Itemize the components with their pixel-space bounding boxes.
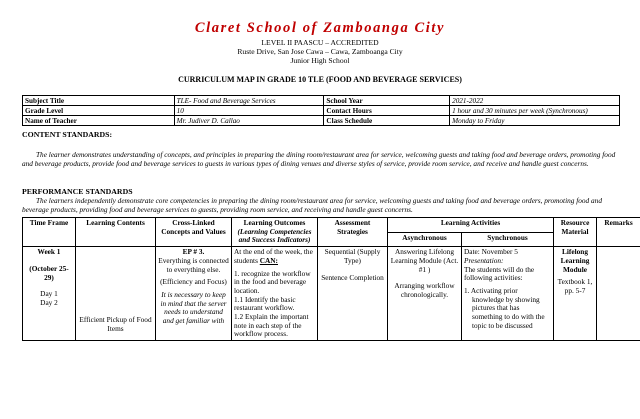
learning-content-cell (76, 247, 156, 341)
outcome-1: 1. recognize the workflow in the food and beverage location. (234, 268, 311, 295)
subject-title-label: Subject Title (23, 96, 175, 106)
department-name: Junior High School (290, 56, 350, 65)
sync-intro: The students will do the following activities: (464, 264, 535, 283)
class-schedule-value: Monday to Friday (450, 116, 620, 126)
week-label: Week 1 (37, 247, 61, 257)
performance-standards-text (22, 196, 620, 215)
teacher-value: Mr. Judiver D. Callao (174, 116, 324, 126)
synchronous-cell (462, 247, 554, 341)
cross-linked-cell (156, 247, 232, 341)
accreditation-level: LEVEL II PAASCU – ACCREDITED (261, 38, 379, 47)
resource-page: Textbook 1, pp. 5-7 (557, 277, 593, 295)
ep-title: EP # 3. (182, 247, 205, 257)
header-assessment: Assessment Strategies (318, 218, 388, 247)
school-year-label: School Year (324, 96, 450, 106)
table-header-row (23, 218, 640, 233)
header-learning-activities: Learning Activities (388, 218, 554, 233)
header-learning-outcomes (232, 218, 318, 247)
assessment-1: Sequential (Supply Type) (324, 247, 381, 265)
contact-hours-value: 1 hour and 30 minutes per week (Synchronous) (450, 106, 620, 116)
sync-presentation: Presentation: (464, 255, 504, 265)
async-activity-2: Arranging workflow chronologically. (394, 281, 455, 299)
school-year-value: 2021-2022 (450, 96, 620, 106)
grade-level-value: 10 (174, 106, 324, 116)
header-cross-linked: Cross-Linked Concepts and Values (156, 218, 232, 247)
outcome-intro: At the end of the week, the students (234, 247, 313, 265)
info-row (23, 96, 620, 106)
day-1: Day 1 (40, 289, 58, 299)
remarks-cell (597, 247, 640, 341)
header-resource: Resource Material (554, 218, 597, 247)
sync-date: Date: November 5 (464, 247, 518, 257)
subject-info-table (22, 95, 620, 126)
curriculum-title: CURRICULUM MAP IN GRADE 10 TLE (FOOD AND BEVERAGE SERVICES) (178, 75, 462, 84)
class-schedule-label: Class Schedule (324, 116, 450, 126)
learning-content-text: Efficient Pickup of Food Items (79, 315, 152, 333)
school-address: Ruste Drive, San Jose Cawa – Cawa, Zamboanga City (237, 47, 403, 56)
ep-text: Everything is connected to everything else. (158, 255, 229, 274)
async-activity-1: Answering Lifelong Learning Module (Act. #1 ) (390, 247, 459, 274)
learning-outcomes-title: Learning Outcomes (243, 218, 306, 227)
assessment-cell (318, 247, 388, 341)
subject-title-value: TLE- Food and Beverage Services (174, 96, 324, 106)
outcome-1-2: 1.2 Explain the important note in each step of the workflow process. (234, 312, 309, 339)
header-remarks: Remarks (597, 218, 640, 247)
content-standards-title: CONTENT STANDARDS: (22, 130, 113, 139)
header-synchronous: Synchronous (462, 232, 554, 247)
assessment-2: Sentence Completion (321, 272, 384, 282)
table-row (23, 247, 640, 341)
header-asynchronous: Asynchronous (388, 232, 462, 247)
content-standards-paragraph: The learner demonstrates understanding of concepts, and principles in preparing the dining room/restaurant area for service, welcoming guests and taking food and beverage orders, promoting food and beverage products, provide food and beverage services to guests in various types of dining venues and diverse styles of service, provide room service, and receive and handle guest concerns. (22, 150, 616, 169)
grade-level-label: Grade Level (23, 106, 175, 116)
sync-activity-1: 1. Activating prior knowledge by showing pictures that has something to do with the topic to be discussed (464, 285, 545, 330)
time-frame-cell (23, 247, 76, 341)
resource-title: Lifelong Learning Module (560, 247, 590, 274)
ep-italic-note: It is necessary to keep in mind that the server needs to understand and get familiar with (160, 289, 227, 326)
outcome-1-1: 1.1 Identify the basic restaurant workflow. (234, 294, 296, 313)
contact-hours-label: Contact Hours (324, 106, 450, 116)
header-learning-contents: Learning Contents (76, 218, 156, 247)
resource-cell (554, 247, 597, 341)
curriculum-table (22, 217, 640, 341)
content-standards-text (22, 150, 620, 169)
learning-outcomes-cell (232, 247, 318, 341)
performance-standards-paragraph: The learners independently demonstrate core competencies in preparing the dining room/restaurant area for service, welcoming guests and taking food and beverage orders, promoting food and beverage products, providing food and beverage services to guests, providing room service, and receiving and handle guest concerns. (22, 196, 602, 215)
outcome-can: CAN: (259, 255, 278, 265)
asynchronous-cell (388, 247, 462, 341)
week-dates: (October 25-29) (29, 263, 69, 282)
day-2: Day 2 (40, 297, 58, 307)
school-name: Claret School of Zamboanga City (194, 20, 446, 36)
header-time-frame: Time Frame (23, 218, 76, 247)
learning-outcomes-subtitle: (Learning Competencies and Success Indicators) (237, 226, 312, 245)
teacher-label: Name of Teacher (23, 116, 175, 126)
info-row (23, 116, 620, 126)
performance-standards-title: PERFORMANCE STANDARDS (22, 187, 133, 196)
info-row (23, 106, 620, 116)
ep-values: (Efficiency and Focus) (160, 277, 227, 287)
